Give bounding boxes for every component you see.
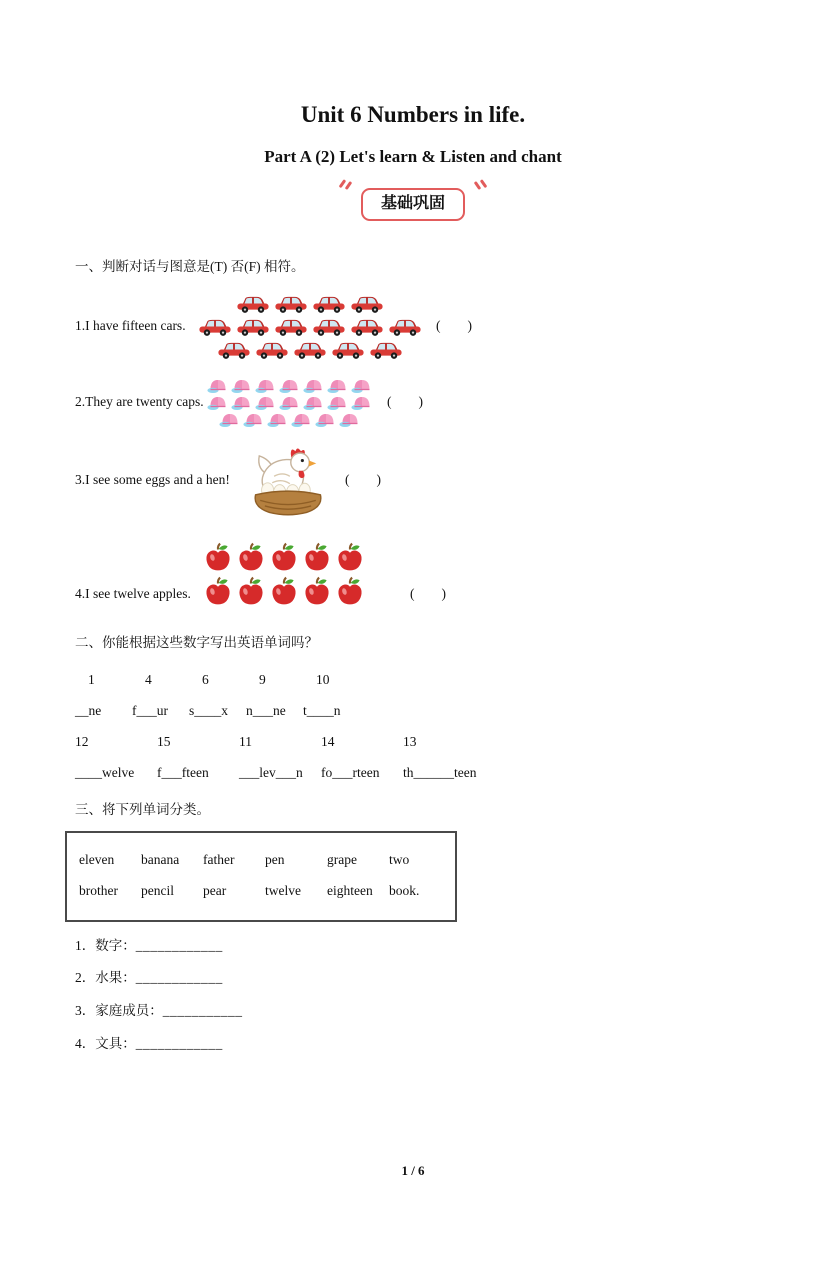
category-blank: ____________ [135,937,223,953]
question-1-text: 1.I have fifteen cars. [75,318,186,334]
badge-area [75,188,751,240]
word-bank-item: brother [79,883,118,899]
word-bank-row-1 [79,851,455,869]
section3-heading: 三、将下列单词分类。 [75,802,210,818]
number-label: 13 [403,734,417,750]
word-blank: f___ur [132,702,168,718]
cap-icon [315,411,337,428]
apple-icon [203,576,233,606]
word-bank-item: banana [141,851,180,867]
car-icon [331,339,365,360]
word-blank: n___ne [246,702,286,718]
numbers-row-2 [75,733,751,751]
word-blank: ___lev___n [239,764,303,780]
number-label: 4 [145,672,152,688]
category-blank: ___________ [162,1003,243,1018]
apple-icon [236,542,266,572]
apple-icon [302,542,332,572]
word-bank-item: pencil [141,883,174,899]
category-line-2 [75,969,751,987]
hen-icon [245,442,331,518]
word-blank: fo___rteen [321,764,380,780]
number-label: 10 [316,672,330,688]
numbers-row-1 [75,671,751,689]
car-icon [350,293,384,314]
question-3-text: 3.I see some eggs and a hen! [75,471,230,487]
apple-icon [269,576,299,606]
decoration-tick-icon [345,181,353,190]
apple-icon [269,542,299,572]
car-icon [274,293,308,314]
number-label: 14 [321,734,335,750]
cap-icon [243,411,265,428]
cap-icon [327,394,349,411]
section2-heading: 二、你能根据这些数字写出英语单词吗？ [75,634,318,650]
number-label: 9 [259,672,266,688]
word-bank-item: twelve [265,883,301,899]
car-icon [236,293,270,314]
cap-icon [255,377,277,394]
cars-image [198,292,422,361]
words-row-1 [75,702,751,720]
apple-icon [335,576,365,606]
cap-icon [207,377,229,394]
word-bank-item: grape [327,851,357,867]
category-label: 1．数字： [75,937,136,953]
apples-image [203,540,365,608]
number-label: 11 [239,734,252,750]
question-2-text: 2.They are twenty caps. [75,394,204,410]
word-bank-item: eleven [79,851,115,867]
word-bank-item: father [203,851,235,867]
question-row-3 [75,442,751,518]
word-blank: f___fteen [157,764,209,780]
section1-heading: 一、判断对话与图意是(T) 否(F) 相符。 [75,258,305,274]
apple-icon [236,576,266,606]
hen-image [245,442,331,518]
word-blank: th______teen [403,764,477,780]
apple-icon [203,542,233,572]
word-bank-row-2 [79,882,455,900]
category-label: 3．家庭成员： [75,1003,163,1018]
category-blank: ____________ [135,970,223,986]
cap-icon [303,377,325,394]
cap-icon [327,377,349,394]
question-4-answer-blank: ( ) [410,585,446,601]
question-row-4 [75,540,751,608]
word-bank-item: pear [203,883,227,899]
section-badge [361,188,465,221]
apple-icon [335,542,365,572]
car-icon [293,339,327,360]
cap-icon [339,411,361,428]
car-icon [369,339,403,360]
car-icon [217,339,251,360]
word-bank-item: pen [265,851,285,867]
car-icon [350,316,384,337]
car-icon [312,293,346,314]
cap-icon [351,394,373,411]
word-blank: __ne [75,702,102,718]
car-icon [312,316,346,337]
worksheet-page [0,100,826,1052]
question-3-answer-blank: ( ) [345,471,381,487]
cap-icon [267,411,289,428]
badge-label: 基础巩固 [380,194,445,212]
category-label: 2．水果： [75,970,136,986]
word-blank: t____n [303,702,341,718]
category-line-1 [75,937,751,955]
cap-icon [219,411,241,428]
car-icon [236,316,270,337]
page-number: 1 / 6 [401,1163,425,1178]
car-icon [255,339,289,360]
cap-icon [231,394,253,411]
caps-image [207,377,373,428]
question-4-text: 4.I see twelve apples. [75,585,191,601]
category-label: 4．文具： [75,1035,136,1051]
words-row-2 [75,764,751,782]
car-icon [388,316,422,337]
number-label: 12 [75,734,89,750]
number-label: 1 [88,672,95,688]
word-bank-item: two [389,851,410,867]
apple-icon [302,576,332,606]
question-row-2 [75,377,751,428]
number-label: 15 [157,734,171,750]
car-icon [198,316,232,337]
page-title: Unit 6 Numbers in life. [300,102,526,127]
word-bank-item: eighteen [327,883,373,899]
decoration-tick-icon [474,181,482,190]
question-row-1 [75,292,751,361]
cap-icon [351,377,373,394]
word-bank-item: book. [389,883,420,899]
cap-icon [207,394,229,411]
car-icon [274,316,308,337]
cap-icon [291,411,313,428]
cap-icon [303,394,325,411]
cap-icon [279,377,301,394]
category-blank: ____________ [135,1035,223,1051]
number-label: 6 [202,672,209,688]
word-blank: ____welve [75,764,135,780]
question-1-answer-blank: ( ) [436,318,472,334]
category-line-4 [75,1035,751,1053]
word-bank-box [65,831,457,922]
cap-icon [279,394,301,411]
word-blank: s____x [189,702,229,718]
cap-icon [231,377,253,394]
cap-icon [255,394,277,411]
question-2-answer-blank: ( ) [387,394,423,410]
page-subtitle: Part A (2) Let's learn & Listen and chant [264,146,562,166]
category-line-3 [75,1002,751,1020]
